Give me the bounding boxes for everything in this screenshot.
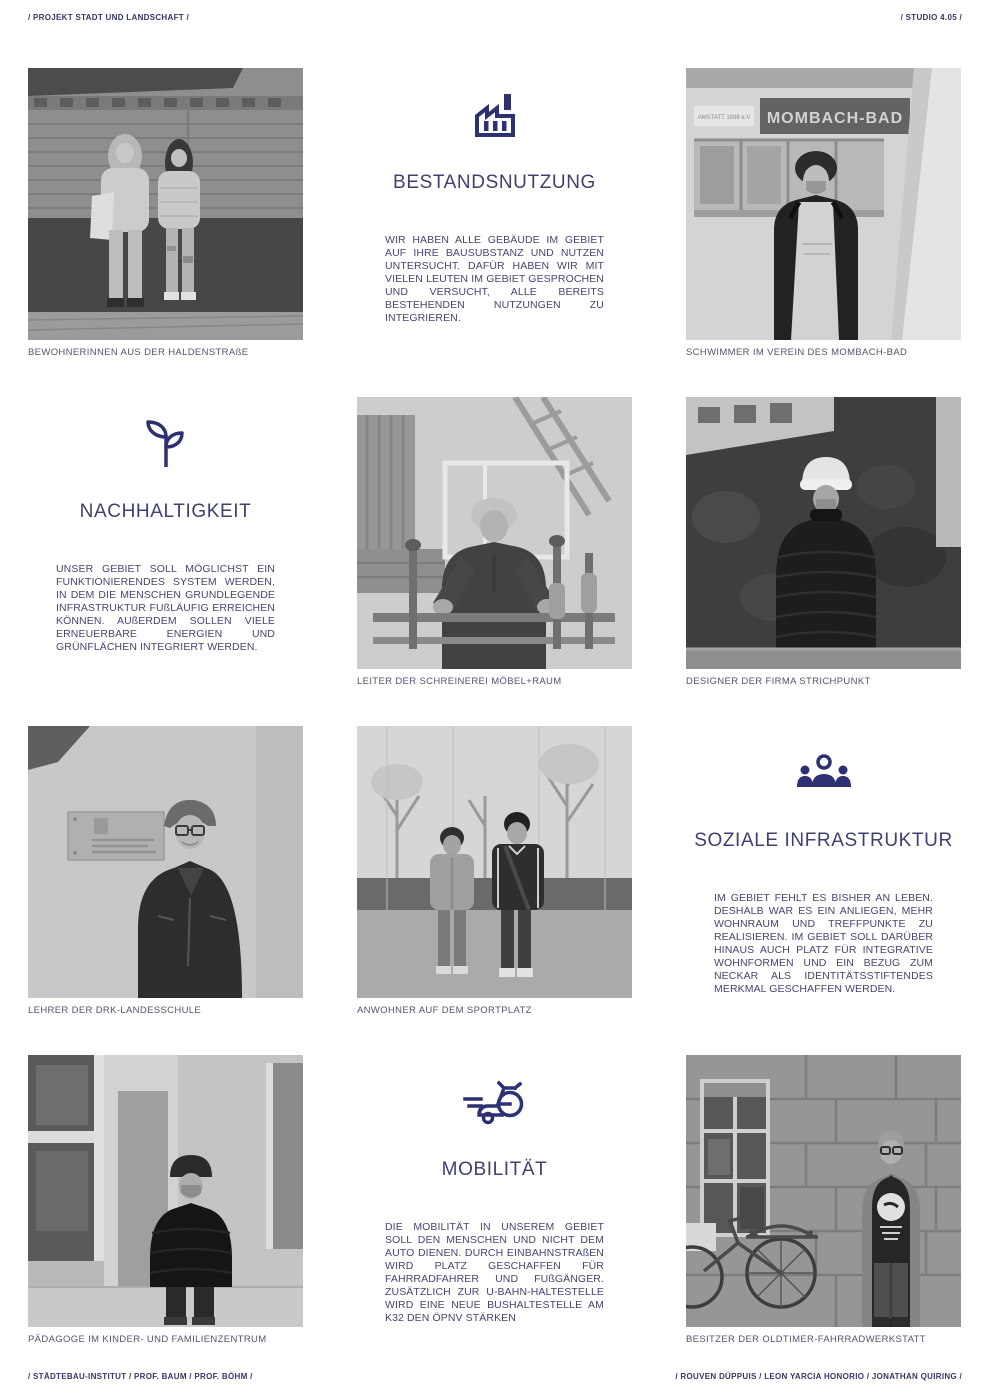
section-body: IM GEBIET FEHLT ES BISHER AN LEBEN. DESHALB WAR ES EIN ANLIEGEN, MEHR WOHNRAUM UND TREFFPUNKTE ZU REALISIEREN. IM GEBIET SOLL DARÜBER HINAUS AUCH PLATZ FÜR INTEGRATIVE WOHNFORMEN UND EIN BEZUG ZUM NECKAR ALS IDENTITÄTSSTIFTENDES MERKMAL GESCHAFFEN WERDEN. xyxy=(714,892,933,995)
poster-grid xyxy=(28,68,962,1347)
photo-caption: BESITZER DER OLDTIMER-FAHRRADWERKSTATT xyxy=(686,1334,926,1345)
photo-cell-drk xyxy=(28,726,303,1018)
people-icon xyxy=(795,746,853,800)
photo-caption: BEWOHNERINNEN AUS DER HALDENSTRAßE xyxy=(28,347,249,358)
photo-paedagoge-kifaz xyxy=(28,1055,303,1327)
section-nachhaltigkeit xyxy=(28,397,303,689)
footer-right-label: / ROUVEN DÜPPUIS / LEON YARCIA HONORIO / JONATHAN QUIRING / xyxy=(675,1372,962,1381)
photo-cell-haldenstrasse xyxy=(28,68,303,360)
photo-caption: LEITER DER SCHREINEREI MÖBEL+RAUM xyxy=(357,676,562,687)
photo-cell-schreinerei xyxy=(357,397,632,689)
photo-anwohner-sportplatz xyxy=(357,726,632,998)
photo-bewohnerinnen-haldenstrasse xyxy=(28,68,303,340)
page-footer xyxy=(28,1372,962,1381)
header-left-label: / PROJEKT STADT UND LANDSCHAFT / xyxy=(28,13,190,22)
photo-besitzer-fahrradwerkstatt xyxy=(686,1055,961,1327)
section-title: BESTANDSNUTZUNG xyxy=(393,172,596,193)
photo-caption: LEHRER DER DRK-LANDESSCHULE xyxy=(28,1005,202,1016)
photo-lehrer-drk xyxy=(28,726,303,998)
photo-caption: PÄDAGOGE IM KINDER- UND FAMILIENZENTRUM xyxy=(28,1334,267,1345)
section-body: UNSER GEBIET SOLL MÖGLICHST EIN FUNKTIONIERENDES SYSTEM WERDEN, IN DEM DIE MENSCHEN GRUNDLEGENDE INFRASTRUKTUR FUßLÄUFIG ERREICHEN KÖNNEN. AUßERDEM SOLLEN VIELE ERNEUERBARE ENERGIEN UND GRÜNFLÄCHEN INTEGRIERT WERDEN. xyxy=(56,563,275,653)
section-mobilitaet xyxy=(357,1055,632,1347)
photo-cell-mombach xyxy=(686,68,961,360)
photo-cell-sportplatz xyxy=(357,726,632,1018)
section-body: WIR HABEN ALLE GEBÄUDE IM GEBIET AUF IHRE BAUSUBSTANZ UND NUTZEN UNTERSUCHT. DAFÜR HABEN WIR MIT VIELEN LEUTEN IM GEBIET GESPROCHEN UND VERSUCHT, ALLE BEREITS BESTEHENDEN NUTZUNGEN ZU INTEGRIEREN. xyxy=(385,234,604,324)
section-bestandsnutzung xyxy=(357,68,632,360)
plant-icon xyxy=(143,417,189,471)
mobility-icon xyxy=(462,1075,528,1129)
photo-caption: DESIGNER DER FIRMA STRICHPUNKT xyxy=(686,676,871,687)
factory-icon xyxy=(469,88,521,142)
mombach-sign-small-text: AMSTATT 1898 e.V xyxy=(697,115,751,121)
photo-caption: ANWOHNER AUF DEM SPORTPLATZ xyxy=(357,1005,532,1016)
photo-schwimmer-mombach-bad xyxy=(686,68,961,340)
mombach-sign-text: MOMBACH-BAD xyxy=(766,110,904,127)
page-header xyxy=(28,13,962,22)
section-title: NACHHALTIGKEIT xyxy=(79,501,252,522)
photo-caption: SCHWIMMER IM VEREIN DES MOMBACH-BAD xyxy=(686,347,908,358)
photo-cell-kifaz xyxy=(28,1055,303,1347)
photo-designer-strichpunkt xyxy=(686,397,961,669)
section-body: DIE MOBILITÄT IN UNSEREM GEBIET SOLL DEN MENSCHEN UND NICHT DEM AUTO DIENEN. DURCH EINBAHNSTRAßEN WIRD PLATZ GESCHAFFEN FÜR FAHRRADFAHRER UND FUßGÄNGER. ZUSÄTZLICH ZUR U-BAHN-HALTESTELLE WIRD EINE NEUE BUSHALTESTELLE AM K32 DEN ÖPNV STÄRKEN xyxy=(385,1221,604,1324)
section-title: SOZIALE INFRASTRUKTUR xyxy=(694,830,953,851)
section-title: MOBILITÄT xyxy=(441,1159,548,1180)
photo-leiter-schreinerei xyxy=(357,397,632,669)
photo-cell-strichpunkt xyxy=(686,397,961,689)
header-right-label: / STUDIO 4.05 / xyxy=(900,13,962,22)
footer-left-label: / STÄDTEBAU-INSTITUT / PROF. BAUM / PROF. BÖHM / xyxy=(28,1372,253,1381)
section-soziale-infrastruktur xyxy=(686,726,961,1018)
photo-cell-fahrradwerkstatt xyxy=(686,1055,961,1347)
